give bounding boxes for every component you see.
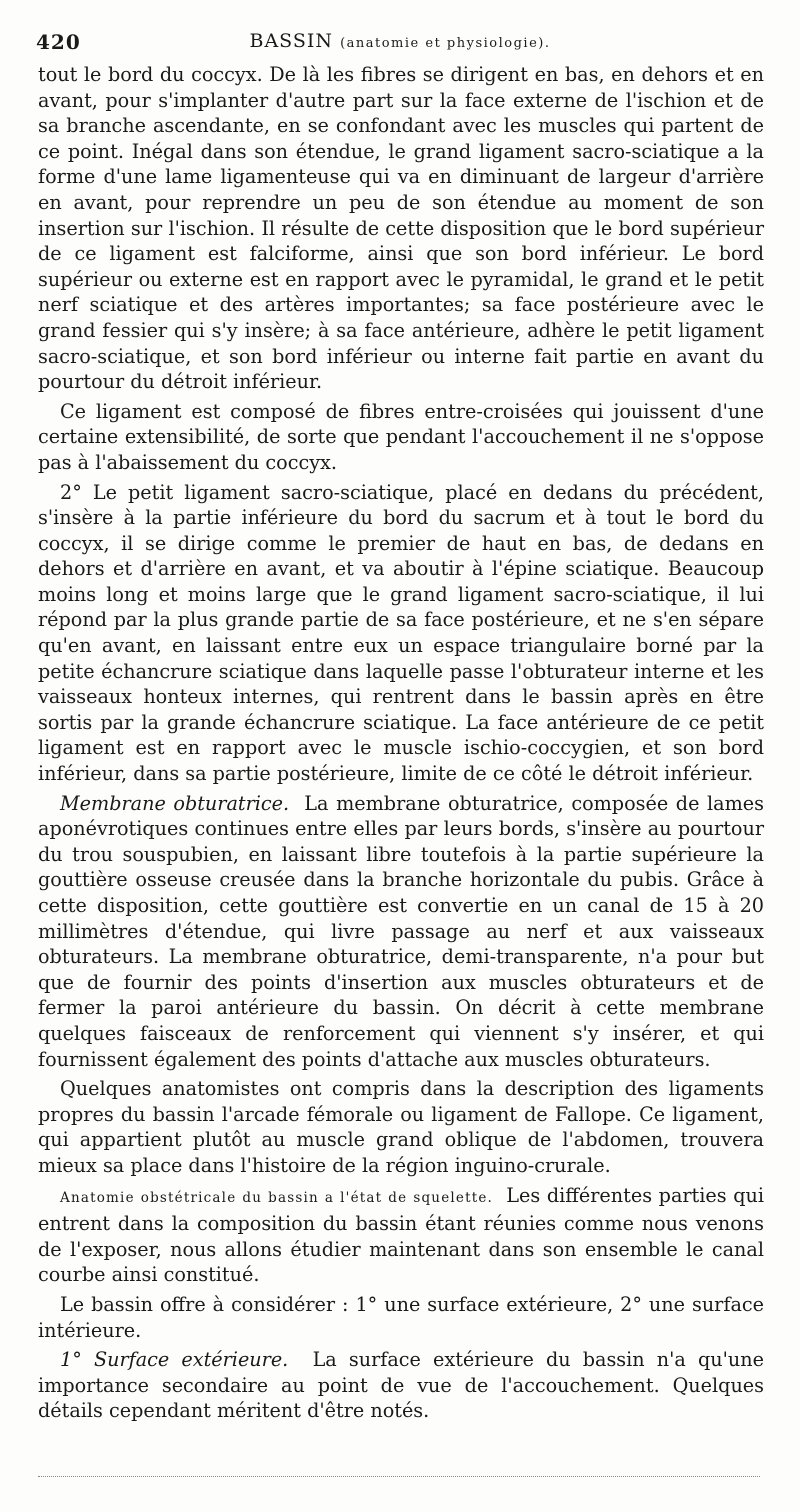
surface-exterieure-text: La surface extérieure du bassin n'a qu'une importance secondaire au point de vue de l'accouchement. Quelques détails cependant méritent d'être notés. — [38, 1348, 764, 1423]
anatomie-obstetricale-heading: Anatomie obstétricale du bassin a l'état de squelette. — [60, 1189, 494, 1206]
surface-exterieure-heading: 1° Surface extérieure. — [60, 1348, 289, 1372]
footer-rule — [38, 1476, 760, 1477]
membrane-obturatrice-text: La membrane obturatrice, composée de lames aponévrotiques continues entre elles par leurs bords, s'insère au pourtour du trou souspubien, en laissant libre toutefois à la partie supérieure la gouttière osseuse creusée dans la branche horizontale du pubis. Grâce à cette disposition, cette gouttière est convertie en un canal de 15 à 20 millimètres d'étendue, qui livre passage au nerf et aux vaisseaux obturateurs. La membrane obturatrice, demi-transparente, n'a pour but que de fournir des points d'insertion aux muscles obturateurs et de fermer la paroi antérieure du bassin. On décrit à cette membrane quelques faisceaux de renforcement qui viennent s'y insérer, et qui fournissent également des points d'attache aux muscles obturateurs. — [38, 791, 764, 1071]
page-header — [36, 30, 764, 54]
membrane-obturatrice-heading: Membrane obturatrice. — [60, 791, 290, 815]
page-body — [38, 62, 764, 1428]
paragraph-grand-ligament: tout le bord du coccyx. De là les fibres se dirigent en bas, en dehors et en avant, pour s'implanter d'autre part sur la face externe de l'ischion et de sa branche ascendante, en se confondant avec les muscles qui partent de ce point. Inégal dans son étendue, le grand ligament sacro-sciatique a la forme d'une lame ligamenteuse qui va en diminuant de largeur d'arrière en avant, pour reprendre un peu de son étendue au moment de son insertion sur l'ischion. Il résulte de cette disposition que le bord supérieur de ce ligament est falciforme, ainsi que son bord inférieur. Le bord supérieur ou externe est en rapport avec le pyramidal, le grand et le petit nerf sciatique et des artères importantes; sa face postérieure avec le grand fessier qui s'y insère; à sa face antérieure, adhère le petit ligament sacro-sciatique, et son bord inférieur ou interne fait partie en avant du pourtour du détroit inférieur. — [38, 63, 764, 394]
paragraph-anatomie-obstetricale — [38, 1183, 764, 1288]
paragraph-petit-ligament: 2° Le petit ligament sacro-sciatique, placé en dedans du précédent, s'insère à la partie inférieure du bord du sacrum et à tout le bord du coccyx, il se dirige comme le premier de haut en bas, de dedans en dehors et d'arrière en avant, et va aboutir à l'épine sciatique. Beaucoup moins long et moins large que le grand ligament sacro-sciatique, il lui répond par la plus grande partie de sa face postérieure, et ne s'en sépare qu'en avant, en laissant entre eux un espace triangulaire borné par la petite échancrure sciatique dans laquelle passe l'obturateur interne et les vaisseaux honteux internes, qui rentrent dans le bassin après en être sortis par la grande échancrure sciatique. La face antérieure de ce petit ligament est en rapport avec le muscle ischio-coccygien, et son bord inférieur, dans sa partie postérieure, limite de ce côté le détroit inférieur. — [38, 480, 764, 786]
paragraph-surface-exterieure — [38, 1347, 764, 1424]
paragraph-membrane-obturatrice — [38, 791, 764, 1073]
page-number: 420 — [36, 30, 81, 54]
anatomie-obstetricale-text: Les différentes parties qui entrent dans la composition du bassin étant réunies comme nous venons de l'exposer, nous allons étudier maintenant dans son ensemble le canal courbe ainsi constitué. — [38, 1183, 765, 1287]
running-title-main: BASSIN — [249, 30, 334, 52]
paragraph-extensibilite: Ce ligament est composé de fibres entre-croisées qui jouissent d'une certaine extensibilité, de sorte que pendant l'accouchement il ne s'oppose pas à l'abaissement du coccyx. — [38, 399, 764, 474]
running-title — [36, 30, 764, 52]
paragraph-surfaces: Le bassin offre à considérer : 1° une surface extérieure, 2° une surface intérieure. — [38, 1292, 764, 1342]
running-title-subtitle: (anatomie et physiologie). — [340, 36, 551, 51]
paragraph-arcade-femorale: Quelques anatomistes ont compris dans la description des ligaments propres du bassin l'arcade fémorale ou ligament de Fallope. Ce ligament, qui appartient plutôt au muscle grand oblique de l'abdomen, trouvera mieux sa place dans l'histoire de la région inguino-crurale. — [38, 1077, 764, 1177]
